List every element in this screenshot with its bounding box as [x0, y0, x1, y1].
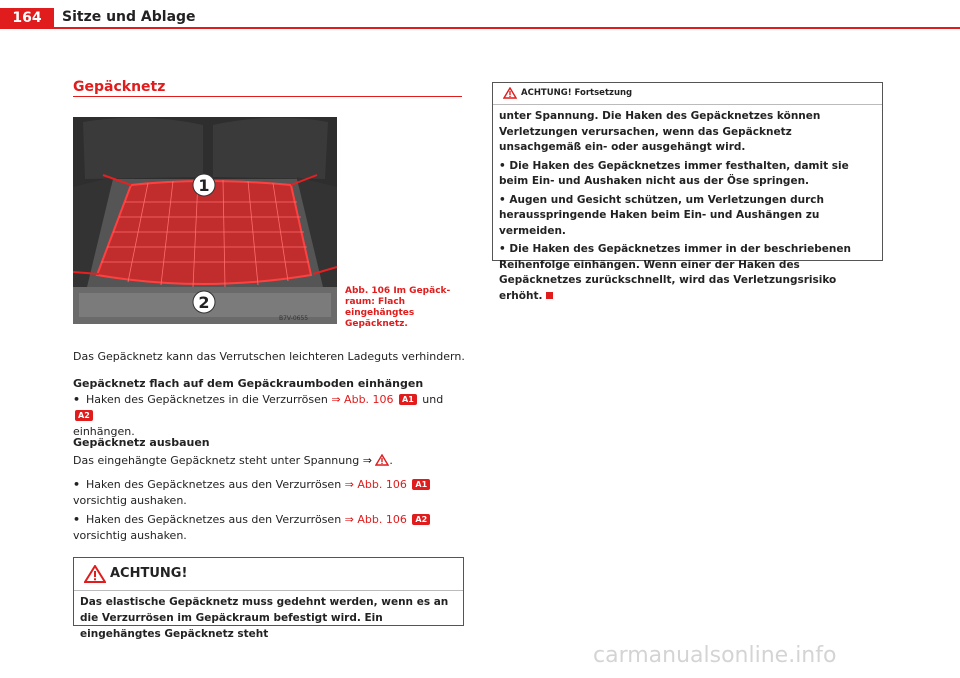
warning-item-text: Die Haken des Gepäcknetzes immer in der beschriebenen Reihenfolge einhängen. Wenn einer der Haken des Gepäcknetzes zurückschnellt, wird das Verletzungsrisiko erhöht.	[499, 243, 851, 302]
bullet-install-text: Haken des Gepäcknetzes in die Verzurrösen	[86, 393, 332, 406]
warning-triangle-icon	[375, 454, 389, 466]
warning-item-text: Die Haken des Gepäcknetzes immer festhalten, damit sie beim Ein- und Aushaken nicht aus der Öse springen.	[499, 159, 849, 187]
callout-1: 1	[198, 176, 210, 195]
page-title: Sitze und Ablage	[62, 9, 196, 25]
watermark: carmanualsonline.info	[593, 643, 837, 668]
trunk-illustration	[73, 117, 337, 324]
section-title: Gepäcknetz	[73, 79, 166, 95]
tag-a2: A2	[412, 514, 430, 525]
warning-item: • Die Haken des Gepäcknetzes immer in der beschriebenen Reihenfolge einhängen. Wenn einer der Haken des Gepäcknetzes zurückschnellt, wird das Verletzungsrisiko erhöht.	[499, 243, 851, 302]
tension-text: Das eingehängte Gepäcknetz steht unter Spannung ⇒	[73, 454, 372, 467]
intro-paragraph: Das Gepäcknetz kann das Verrutschen leichteren Ladeguts verhindern.	[73, 350, 465, 363]
and-text: und	[418, 393, 444, 406]
warning-box	[73, 557, 464, 640]
bullet-remove-2-end: vorsichtig aushaken.	[73, 529, 187, 542]
luggage-net-figure	[73, 117, 337, 324]
bullet-install: • Haken des Gepäcknetzes in die Verzurrösen ⇒ Abb. 106 A1 und A2 einhängen.	[73, 393, 444, 438]
figure-reference-link[interactable]: ⇒ Abb. 106	[344, 478, 407, 491]
figure-caption	[345, 286, 467, 330]
heading-install: Gepäcknetz flach auf dem Gepäckraumboden einhängen	[73, 377, 424, 390]
callout-2: 2	[198, 293, 210, 312]
warning-continuation-body	[493, 105, 882, 304]
warning-continuation-title: ACHTUNG! Fortsetzung	[521, 88, 633, 98]
warning-item: • Die Haken des Gepäcknetzes immer festhalten, damit sie beim Ein- und Aushaken nicht aus der Öse springen.	[499, 159, 849, 187]
warning-item: • Augen und Gesicht schützen, um Verletzungen durch herausspringende Haken beim Ein- und Aushängen zu vermeiden.	[499, 193, 824, 237]
warning-continuation-box	[492, 82, 883, 302]
warning-triangle-icon	[84, 565, 106, 583]
caption-line-2: raum: Flach eingehängtes Gepäcknetz.	[345, 297, 415, 329]
figure-code: B7V-0655	[279, 315, 309, 322]
bullet-remove-2: • Haken des Gepäcknetzes aus den Verzurrösen ⇒ Abb. 106 A2 vorsichtig aushaken.	[73, 512, 465, 544]
warning-continuation-text: unter Spannung. Die Haken des Gepäcknetzes können Verletzungen verursachen, wenn das Gepäcknetz unsachgemäß ein- oder ausgehängt wird.	[499, 110, 821, 153]
warning-triangle-icon	[503, 87, 517, 99]
bullet-remove-2-text: Haken des Gepäcknetzes aus den Verzurrösen	[86, 513, 345, 526]
tag-a2: A2	[75, 410, 93, 421]
page-header	[0, 0, 960, 28]
warning-item-text: Augen und Gesicht schützen, um Verletzungen durch herausspringende Haken beim Ein- und Aushängen zu vermeiden.	[499, 193, 824, 237]
warning-text: Das elastische Gepäcknetz muss gedehnt werden, wenn es an die Verzurrösen im Gepäckraum befestigt wird. Ein eingehängtes Gepäcknetz steht	[80, 596, 449, 640]
bullet-remove-1-text: Haken des Gepäcknetzes aus den Verzurrösen	[86, 478, 345, 491]
caption-line-1: Abb. 106 Im Gepäck-	[345, 286, 451, 296]
end-marker-icon	[546, 292, 553, 299]
warning-title: ACHTUNG!	[110, 566, 188, 581]
figure-reference-link[interactable]: ⇒ Abb. 106	[344, 513, 407, 526]
section-rule	[73, 96, 462, 97]
bullet-remove-1: • Haken des Gepäcknetzes aus den Verzurrösen ⇒ Abb. 106 A1 vorsichtig aushaken.	[73, 477, 465, 509]
header-rule	[0, 27, 960, 29]
bullet-install-end: einhängen.	[73, 425, 135, 438]
page-number: 164	[0, 8, 54, 28]
bullet-remove-1-end: vorsichtig aushaken.	[73, 494, 187, 507]
warning-continuation-header	[493, 83, 882, 105]
figure-reference-link[interactable]: ⇒ Abb. 106	[331, 393, 394, 406]
tag-a1: A1	[412, 479, 430, 490]
heading-remove: Gepäcknetz ausbauen	[73, 436, 210, 449]
tension-paragraph: Das eingehängte Gepäcknetz steht unter Spannung ⇒ .	[73, 454, 393, 467]
warning-header	[74, 558, 463, 591]
tag-a1: A1	[399, 394, 417, 405]
